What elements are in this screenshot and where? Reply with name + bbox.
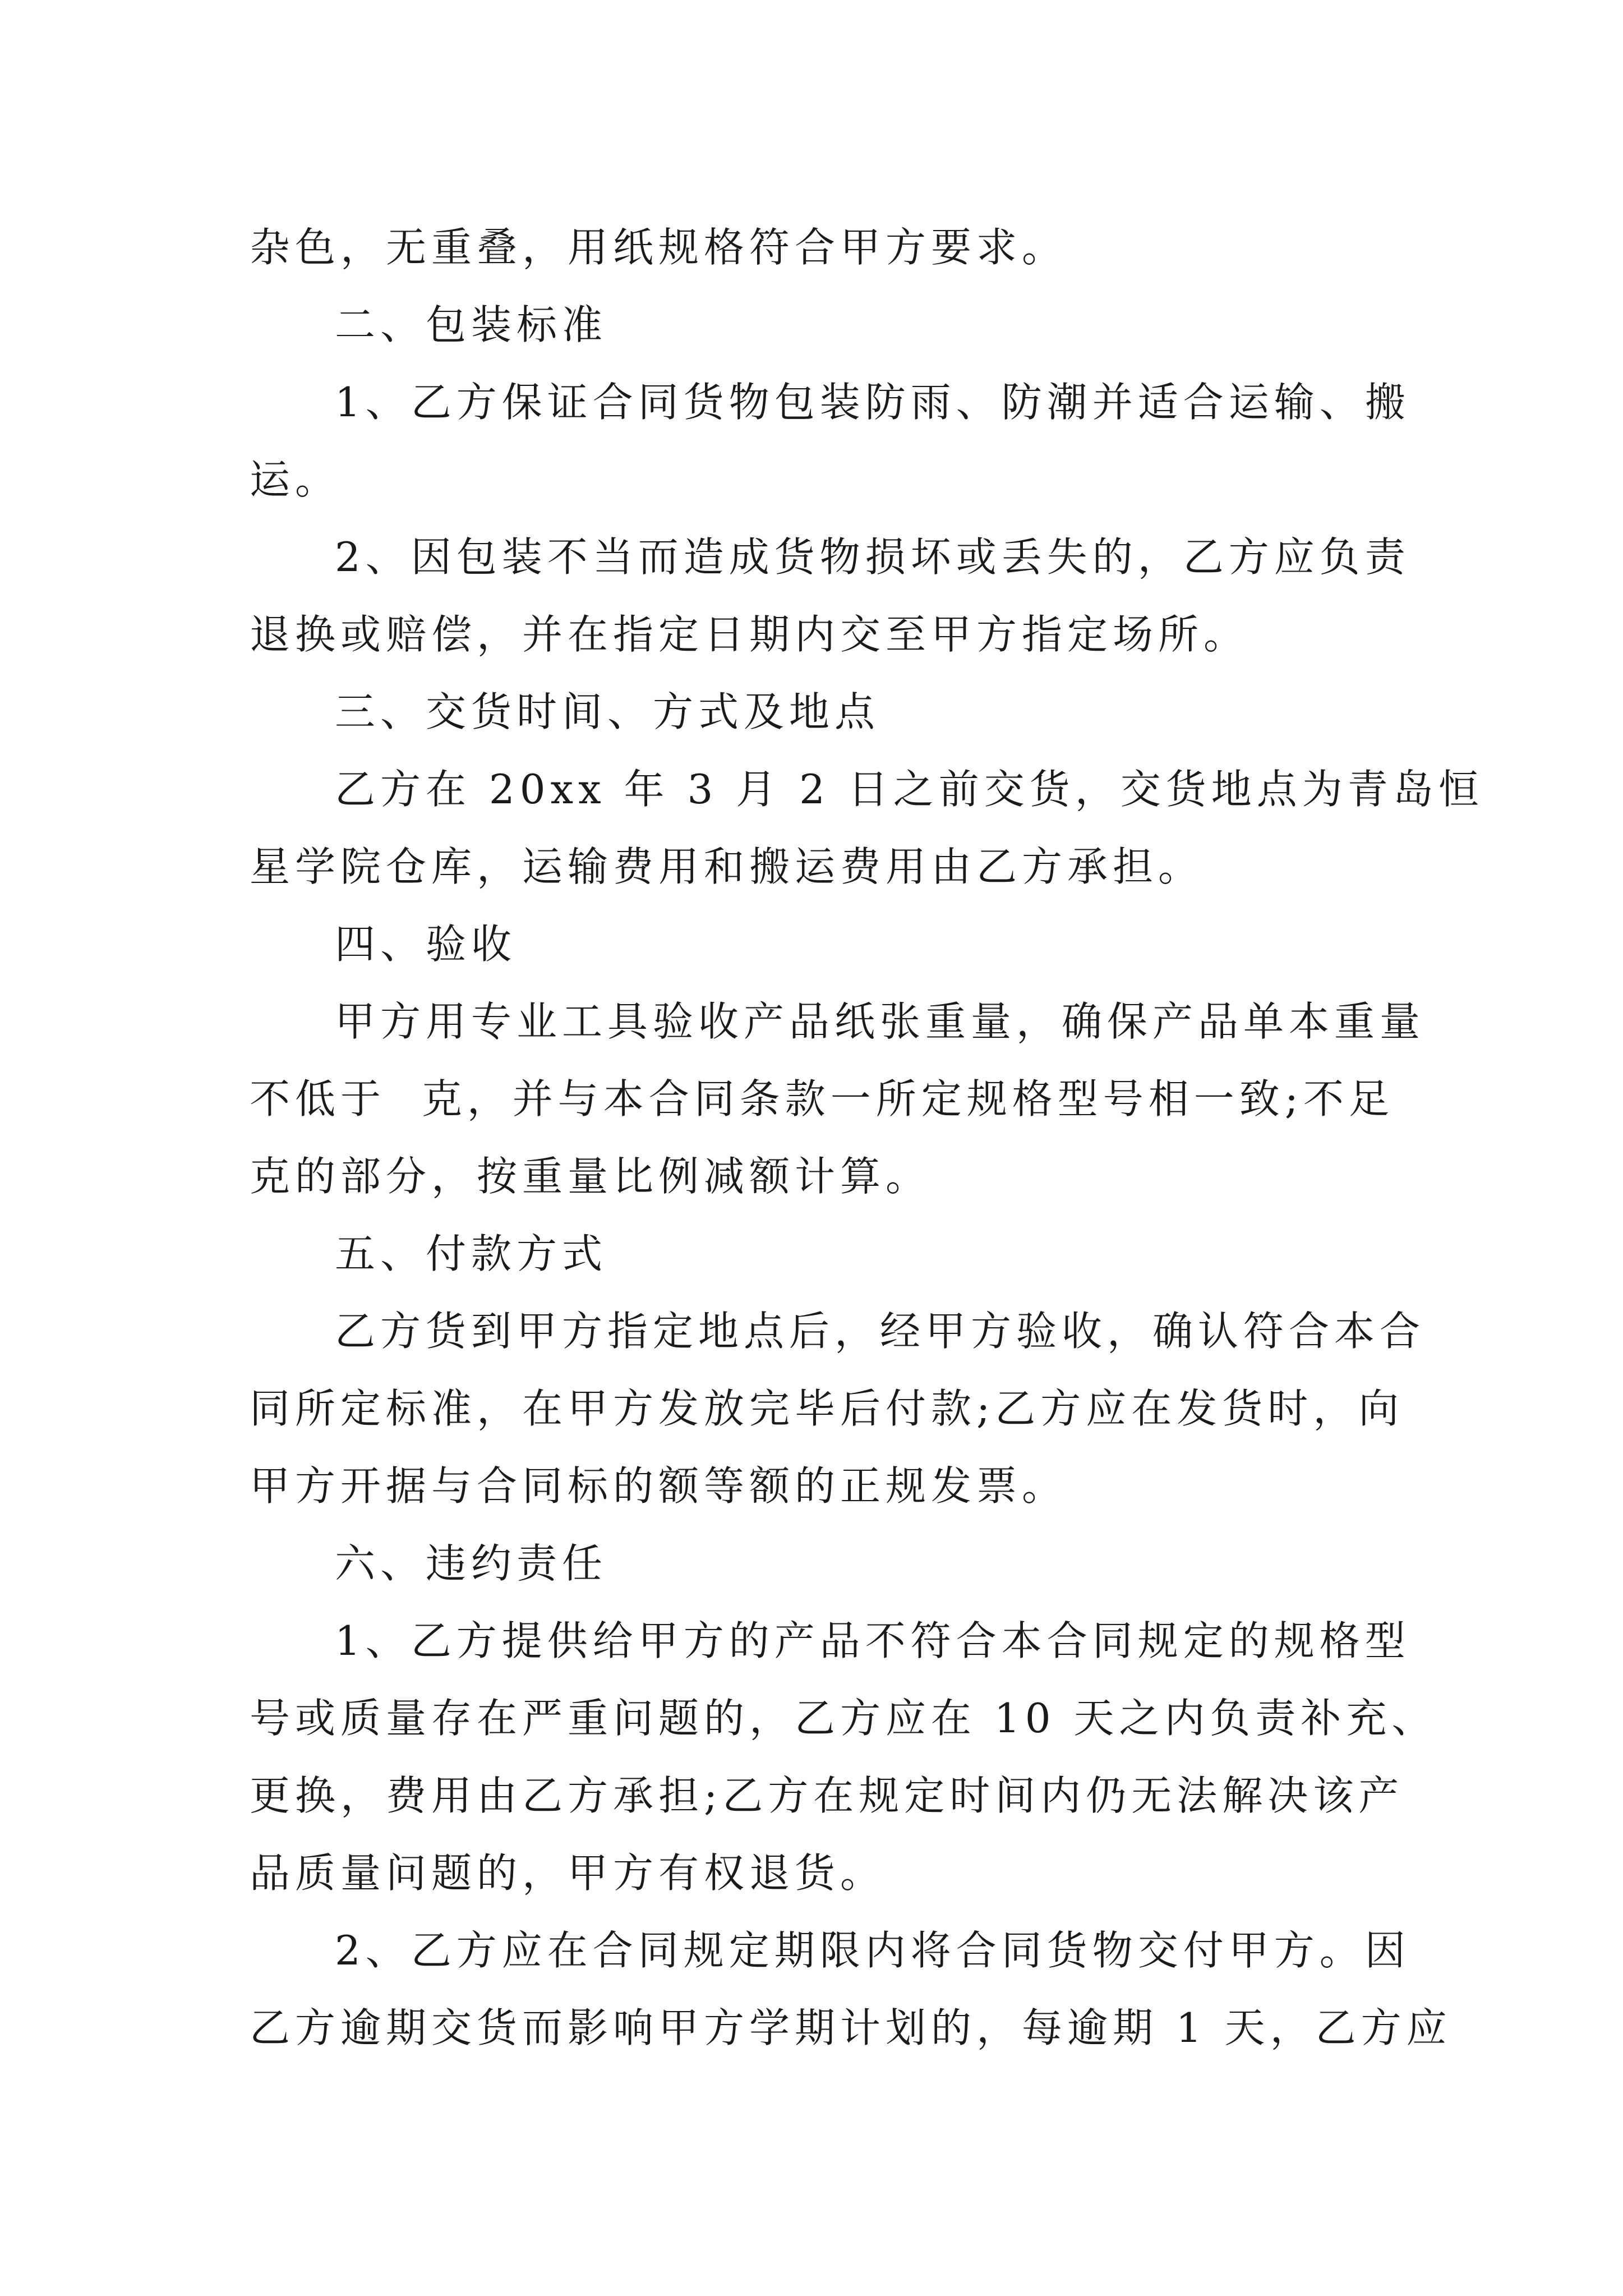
text-line: 2、乙方应在合同规定期限内将合同货物交付甲方。因 <box>335 1927 1410 1974</box>
text-line: 甲方开据与合同标的额等额的正规发票。 <box>250 1462 1068 1510</box>
section-heading-delivery: 三、交货时间、方式及地点 <box>335 688 880 735</box>
text-line: 甲方用专业工具验收产品纸张重量，确保产品单本重量 <box>335 998 1426 1045</box>
text-line: 更换，费用由乙方承担;乙方在规定时间内仍无法解决该产 <box>250 1772 1404 1819</box>
document-body <box>250 209 1484 2067</box>
section-heading-payment: 五、付款方式 <box>335 1230 608 1277</box>
text-line: 同所定标准，在甲方发放完毕后付款;乙方应在发货时，向 <box>250 1385 1404 1432</box>
text-line: 号或质量存在严重问题的，乙方应在 10 天之内负责补充、 <box>250 1695 1437 1742</box>
text-line: 退换或赔偿，并在指定日期内交至甲方指定场所。 <box>250 611 1249 658</box>
text-line: 乙方货到甲方指定地点后，经甲方验收，确认符合本合 <box>335 1308 1426 1355</box>
text-line: 1、乙方提供给甲方的产品不符合本合同规定的规格型 <box>335 1617 1410 1664</box>
text-line: 1、乙方保证合同货物包装防雨、防潮并适合运输、搬 <box>335 379 1410 426</box>
text-line: 乙方在 20xx 年 3 月 2 日之前交货，交货地点为青岛恒 <box>335 766 1484 813</box>
section-heading-liability: 六、违约责任 <box>335 1540 608 1587</box>
text-line: 杂色，无重叠，用纸规格符合甲方要求。 <box>250 224 1068 271</box>
text-line: 克的部分，按重量比例减额计算。 <box>250 1153 932 1200</box>
text-line: 品质量问题的，甲方有权退货。 <box>250 1849 886 1897</box>
text-line: 星学院仓库，运输费用和搬运费用由乙方承担。 <box>250 843 1204 890</box>
text-line: 不低于 克，并与本合同条款一所定规格型号相一致;不足 <box>250 1075 1395 1122</box>
section-heading-acceptance: 四、验收 <box>335 921 517 968</box>
text-line: 运。 <box>250 456 341 503</box>
text-line: 乙方逾期交货而影响甲方学期计划的，每逾期 1 天，乙方应 <box>250 2004 1452 2051</box>
section-heading-packaging: 二、包装标准 <box>335 301 608 348</box>
text-line: 2、因包装不当而造成货物损坏或丢失的，乙方应负责 <box>335 533 1410 581</box>
